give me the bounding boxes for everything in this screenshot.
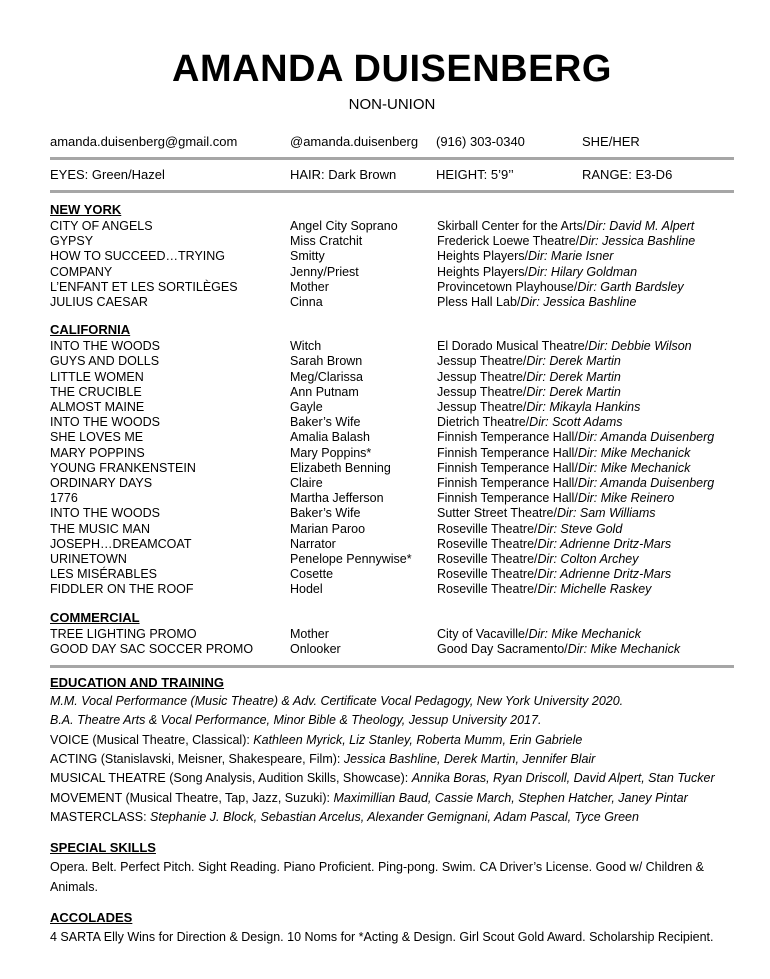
venue-director bbox=[437, 400, 734, 415]
venue-director bbox=[437, 354, 734, 369]
role-name: Hodel bbox=[290, 582, 323, 597]
education-line-label: MASTERCLASS: bbox=[50, 809, 151, 824]
venue-name: Heights Players/ bbox=[437, 264, 529, 279]
section-education bbox=[50, 675, 734, 827]
venue-director bbox=[437, 385, 734, 400]
director-credit: Dir: Derek Martin bbox=[526, 369, 621, 384]
director-credit: Dir: Adrienne Dritz-Mars bbox=[537, 536, 672, 551]
role-name: Cinna bbox=[290, 295, 323, 310]
show-title: HOW TO SUCCEED…TRYING bbox=[50, 249, 226, 264]
show-title: L’ENFANT ET LES SORTILÈGES bbox=[50, 279, 238, 294]
education-line-label: ACTING (Stanislavski, Meisner, Shakespeare, Film): bbox=[50, 751, 344, 766]
role-name: Jenny/Priest bbox=[290, 264, 359, 279]
director-credit: Dir: Jessica Bashline bbox=[579, 234, 696, 249]
venue-name: City of Vacaville/ bbox=[437, 626, 529, 641]
show-title: YOUNG FRANKENSTEIN bbox=[50, 460, 196, 475]
venue-name: Finnish Temperance Hall/ bbox=[437, 460, 578, 475]
role-name: Ann Putnam bbox=[290, 384, 359, 399]
role-name: Penelope Pennywise* bbox=[290, 552, 412, 567]
credit-row bbox=[50, 385, 734, 400]
page-title: AMANDA DUISENBERG bbox=[172, 48, 612, 90]
director-credit: Dir: Colton Archey bbox=[537, 552, 639, 567]
venue-director bbox=[437, 627, 734, 642]
venue-name: Finnish Temperance Hall/ bbox=[437, 430, 578, 445]
credit-row bbox=[50, 522, 734, 537]
venue-director bbox=[437, 567, 734, 582]
director-credit: Dir: Marie Isner bbox=[528, 249, 614, 264]
director-credit: Dir: Mike Reinero bbox=[577, 491, 675, 506]
venue-name: Finnish Temperance Hall/ bbox=[437, 476, 578, 491]
section-commercial bbox=[50, 610, 734, 657]
education-line-names: Annika Boras, Ryan Driscoll, David Alpert, Stan Tucker bbox=[411, 771, 715, 786]
venue-name: Pless Hall Lab/ bbox=[437, 295, 521, 310]
role-name: Angel City Soprano bbox=[290, 219, 398, 233]
venue-director bbox=[437, 234, 734, 249]
venue-director bbox=[437, 476, 734, 491]
venue-director bbox=[437, 537, 734, 552]
education-line bbox=[50, 731, 734, 750]
union-status: NON-UNION bbox=[348, 96, 436, 113]
show-title: ALMOST MAINE bbox=[50, 400, 145, 415]
education-line bbox=[50, 750, 734, 769]
stat-height: HEIGHT: 5’9’’ bbox=[436, 167, 514, 182]
venue-name: Provincetown Playhouse/ bbox=[437, 279, 578, 294]
director-credit: Dir: Mike Mechanick bbox=[567, 641, 681, 656]
role-name: Narrator bbox=[290, 536, 336, 551]
director-credit: Dir: Steve Gold bbox=[537, 521, 623, 536]
section-heading-education: EDUCATION AND TRAINING bbox=[50, 675, 225, 691]
credit-row bbox=[50, 582, 734, 597]
education-line-names: Kathleen Myrick, Liz Stanley, Roberta Mumm, Erin Gabriele bbox=[253, 732, 583, 747]
education-line bbox=[50, 808, 734, 827]
venue-director bbox=[437, 506, 734, 521]
venue-director bbox=[437, 461, 734, 476]
section-accolades bbox=[50, 910, 734, 947]
credit-row bbox=[50, 339, 734, 354]
credit-row bbox=[50, 430, 734, 445]
venue-name: Finnish Temperance Hall/ bbox=[437, 445, 578, 460]
venue-name: Jessup Theatre/ bbox=[437, 369, 527, 384]
credit-row bbox=[50, 491, 734, 506]
section-california bbox=[50, 322, 734, 597]
venue-name: Sutter Street Theatre/ bbox=[437, 506, 557, 521]
role-name: Claire bbox=[290, 476, 323, 491]
section-heading-commercial: COMMERCIAL bbox=[50, 609, 140, 625]
director-credit: Dir: Michelle Raskey bbox=[537, 582, 652, 597]
credit-row bbox=[50, 506, 734, 521]
venue-name: Frederick Loewe Theatre/ bbox=[437, 234, 580, 249]
show-title: INTO THE WOODS bbox=[50, 506, 160, 521]
venue-name: Jessup Theatre/ bbox=[437, 354, 527, 369]
education-line bbox=[50, 789, 734, 808]
education-line-names: Stephanie J. Block, Sebastian Arcelus, Alexander Gemignani, Adam Pascal, Tyce Green bbox=[150, 809, 639, 824]
role-name: Baker’s Wife bbox=[290, 415, 361, 430]
education-line bbox=[50, 692, 734, 711]
director-credit: Dir: Mike Mechanick bbox=[528, 626, 641, 641]
director-credit: Dir: Amanda Duisenberg bbox=[577, 430, 715, 445]
section-heading-special-skills: SPECIAL SKILLS bbox=[50, 840, 156, 856]
contact-social-handle: @amanda.duisenberg bbox=[290, 134, 419, 149]
role-name: Mother bbox=[290, 626, 329, 641]
education-line bbox=[50, 711, 734, 730]
role-name: Mary Poppins* bbox=[290, 445, 372, 460]
show-title: LES MISÉRABLES bbox=[50, 567, 157, 582]
contact-pronouns: SHE/HER bbox=[582, 134, 640, 149]
director-credit: Dir: David M. Alpert bbox=[586, 219, 695, 233]
education-line-label: VOICE (Musical Theatre, Classical): bbox=[50, 732, 254, 747]
show-title: CITY OF ANGELS bbox=[50, 219, 153, 233]
venue-name: Roseville Theatre/ bbox=[437, 521, 538, 536]
director-credit: Dir: Hilary Goldman bbox=[528, 264, 638, 279]
section-heading-accolades: ACCOLADES bbox=[50, 910, 133, 926]
director-credit: Dir: Amanda Duisenberg bbox=[577, 476, 715, 491]
director-credit: Dir: Scott Adams bbox=[529, 415, 623, 430]
venue-name: Jessup Theatre/ bbox=[437, 384, 527, 399]
venue-director bbox=[437, 249, 734, 264]
venue-director bbox=[437, 446, 734, 461]
education-line-label: MUSICAL THEATRE (Song Analysis, Audition Skills, Showcase): bbox=[50, 771, 412, 786]
venue-name: Skirball Center for the Arts/ bbox=[437, 219, 587, 233]
education-lines bbox=[50, 692, 734, 827]
venue-name: Roseville Theatre/ bbox=[437, 567, 538, 582]
venue-name: El Dorado Musical Theatre/ bbox=[437, 339, 589, 354]
role-name: Sarah Brown bbox=[290, 354, 363, 369]
venue-name: Dietrich Theatre/ bbox=[437, 415, 530, 430]
role-name: Amalia Balash bbox=[290, 430, 370, 445]
contact-phone: (916) 303-0340 bbox=[436, 134, 525, 149]
show-title: MARY POPPINS bbox=[50, 445, 145, 460]
contact-email: amanda.duisenberg@gmail.com bbox=[50, 134, 238, 149]
director-credit: Dir: Derek Martin bbox=[526, 354, 621, 369]
director-credit: Dir: Debbie Wilson bbox=[588, 339, 692, 354]
divider bbox=[50, 157, 734, 160]
venue-director bbox=[437, 265, 734, 280]
credit-row bbox=[50, 461, 734, 476]
show-title: LITTLE WOMEN bbox=[50, 369, 144, 384]
divider bbox=[50, 190, 734, 193]
show-title: COMPANY bbox=[50, 264, 113, 279]
venue-director bbox=[437, 582, 734, 597]
venue-director bbox=[437, 339, 734, 354]
credit-row bbox=[50, 354, 734, 369]
credit-row bbox=[50, 642, 734, 657]
role-name: Gayle bbox=[290, 400, 323, 415]
role-name: Onlooker bbox=[290, 641, 341, 656]
stats-row bbox=[50, 167, 734, 183]
education-line-names: Maximillian Baud, Cassie March, Stephen Hatcher, Janey Pintar bbox=[333, 790, 688, 805]
credit-row bbox=[50, 567, 734, 582]
show-title: JOSEPH…DREAMCOAT bbox=[50, 536, 192, 551]
director-credit: Dir: Derek Martin bbox=[526, 384, 621, 399]
special-skills-text: Opera. Belt. Perfect Pitch. Sight Reading. Piano Proficient. Ping-pong. Swim. CA Driver’s License. Good w/ Children & Animals. bbox=[50, 860, 705, 895]
section-heading-california: CALIFORNIA bbox=[50, 322, 131, 338]
credit-row bbox=[50, 249, 734, 264]
venue-name: Heights Players/ bbox=[437, 249, 529, 264]
venue-director bbox=[437, 280, 734, 295]
venue-director bbox=[437, 295, 734, 310]
venue-director bbox=[437, 552, 734, 567]
show-title: THE CRUCIBLE bbox=[50, 384, 142, 399]
venue-name: Roseville Theatre/ bbox=[437, 582, 538, 597]
role-name: Miss Cratchit bbox=[290, 234, 363, 249]
role-name: Cosette bbox=[290, 567, 334, 582]
venue-director bbox=[437, 430, 734, 445]
show-title: SHE LOVES ME bbox=[50, 430, 144, 445]
show-title: GUYS AND DOLLS bbox=[50, 354, 160, 369]
education-line-names: B.A. Theatre Arts & Vocal Performance, Minor Bible & Theology, Jessup University 2017. bbox=[50, 713, 542, 728]
divider bbox=[50, 665, 734, 668]
credit-table-commercial bbox=[50, 627, 734, 657]
credit-row bbox=[50, 476, 734, 491]
credit-row bbox=[50, 415, 734, 430]
credit-row bbox=[50, 537, 734, 552]
section-new-york bbox=[50, 202, 734, 310]
show-title: URINETOWN bbox=[50, 552, 127, 567]
show-title: GOOD DAY SAC SOCCER PROMO bbox=[50, 641, 254, 656]
role-name: Witch bbox=[290, 339, 322, 354]
section-heading-new-york: NEW YORK bbox=[50, 202, 122, 217]
venue-director bbox=[437, 522, 734, 537]
director-credit: Dir: Garth Bardsley bbox=[577, 279, 684, 294]
director-credit: Dir: Sam Williams bbox=[556, 506, 656, 521]
stat-eyes: EYES: Green/Hazel bbox=[50, 167, 165, 182]
accolades-text: 4 SARTA Elly Wins for Direction & Design. 10 Noms for *Acting & Design. Girl Scout Gold Award. Scholarship Recipient. bbox=[50, 930, 714, 945]
role-name: Elizabeth Benning bbox=[290, 460, 391, 475]
director-credit: Dir: Mike Mechanick bbox=[577, 445, 691, 460]
director-credit: Dir: Adrienne Dritz-Mars bbox=[537, 567, 672, 582]
venue-name: Jessup Theatre/ bbox=[437, 400, 527, 415]
director-credit: Dir: Mikayla Hankins bbox=[526, 400, 641, 415]
venue-director bbox=[437, 219, 734, 234]
show-title: JULIUS CAESAR bbox=[50, 295, 148, 310]
credit-row bbox=[50, 552, 734, 567]
education-line-names: Jessica Bashline, Derek Martin, Jennifer Blair bbox=[343, 751, 596, 766]
credit-row bbox=[50, 280, 734, 295]
education-line-names: M.M. Vocal Performance (Music Theatre) & Adv. Certificate Vocal Pedagogy, New York University 2020. bbox=[50, 694, 624, 709]
role-name: Baker’s Wife bbox=[290, 506, 361, 521]
venue-name: Roseville Theatre/ bbox=[437, 552, 538, 567]
credit-row bbox=[50, 234, 734, 249]
show-title: TREE LIGHTING PROMO bbox=[50, 626, 197, 641]
credit-row bbox=[50, 219, 734, 234]
credit-table-new-york bbox=[50, 219, 734, 310]
section-special-skills bbox=[50, 840, 734, 897]
role-name: Marian Paroo bbox=[290, 521, 366, 536]
show-title: ORDINARY DAYS bbox=[50, 476, 153, 491]
credit-table-california bbox=[50, 339, 734, 597]
show-title: INTO THE WOODS bbox=[50, 415, 160, 430]
education-line bbox=[50, 769, 734, 788]
venue-name: Good Day Sacramento/ bbox=[437, 641, 568, 656]
show-title: 1776 bbox=[50, 491, 78, 506]
venue-director bbox=[437, 491, 734, 506]
role-name: Martha Jefferson bbox=[290, 491, 384, 506]
credit-row bbox=[50, 400, 734, 415]
stat-hair: HAIR: Dark Brown bbox=[290, 167, 397, 182]
contact-row bbox=[50, 134, 734, 150]
venue-director bbox=[437, 642, 734, 657]
role-name: Mother bbox=[290, 279, 329, 294]
show-title: THE MUSIC MAN bbox=[50, 521, 150, 536]
show-title: INTO THE WOODS bbox=[50, 339, 160, 354]
education-line-label: MOVEMENT (Musical Theatre, Tap, Jazz, Suzuki): bbox=[50, 790, 334, 805]
director-credit: Dir: Jessica Bashline bbox=[520, 295, 637, 310]
role-name: Smitty bbox=[290, 249, 325, 264]
venue-director bbox=[437, 415, 734, 430]
stat-range: RANGE: E3-D6 bbox=[582, 167, 673, 182]
credit-row bbox=[50, 446, 734, 461]
role-name: Meg/Clarissa bbox=[290, 369, 363, 384]
director-credit: Dir: Mike Mechanick bbox=[577, 460, 691, 475]
venue-name: Roseville Theatre/ bbox=[437, 536, 538, 551]
credit-row bbox=[50, 295, 734, 310]
show-title: GYPSY bbox=[50, 234, 94, 249]
credit-row bbox=[50, 627, 734, 642]
show-title: FIDDLER ON THE ROOF bbox=[50, 582, 194, 597]
venue-name: Finnish Temperance Hall/ bbox=[437, 491, 578, 506]
credit-row bbox=[50, 370, 734, 385]
credit-row bbox=[50, 265, 734, 280]
venue-director bbox=[437, 370, 734, 385]
